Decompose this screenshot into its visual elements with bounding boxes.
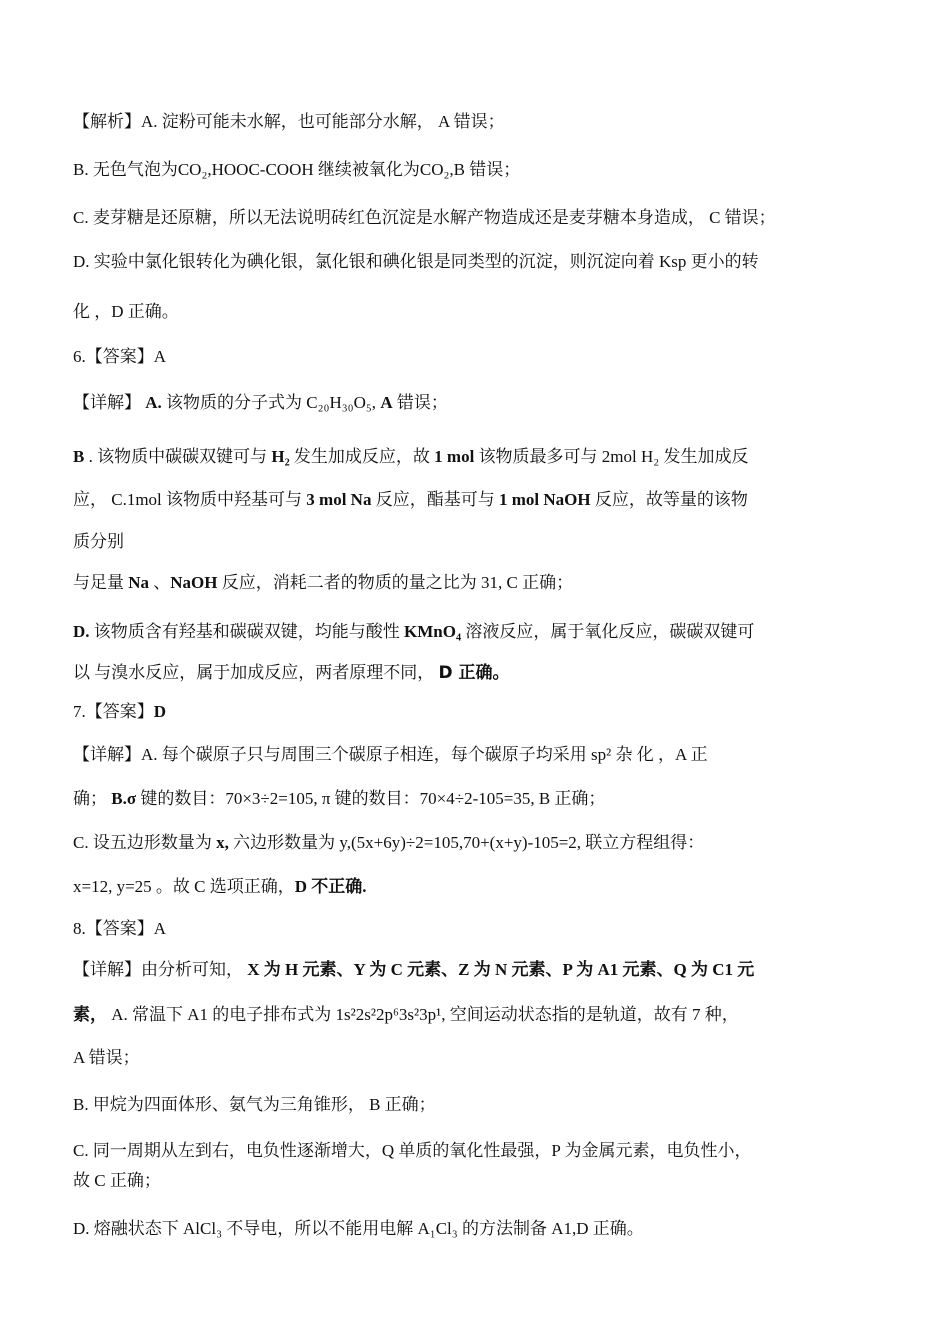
text-run: 反应，故等量的该物 xyxy=(590,490,748,509)
text-line: 化 ，D 正确。 xyxy=(73,302,179,321)
text-line xyxy=(73,445,748,469)
text-run: 与足量 xyxy=(73,573,129,592)
text-run: C. 设五边形数量为 xyxy=(73,833,217,852)
text-run: NaOH xyxy=(170,573,218,592)
text-line xyxy=(73,661,510,685)
text-run: A. xyxy=(145,393,162,412)
text-run: 1 mol NaOH xyxy=(498,490,591,509)
text-run: Na xyxy=(128,573,150,592)
answer-heading xyxy=(73,700,166,724)
answer-heading: 8.【答案】A xyxy=(73,919,167,938)
text-line xyxy=(73,787,605,811)
text-run: 以 与溴水反应，属于加成反应，两者原理不同， xyxy=(73,663,439,682)
text-line: B. 无色气泡为CO₂,HOOC-COOH 继续被氧化为CO₂,B 错误； xyxy=(73,160,521,179)
text-run: 反应，消耗二者的物质的量之比为 31, C 正确； xyxy=(217,573,574,592)
text-run: 素， xyxy=(73,1005,107,1024)
text-run: 该物质最多可与 2mol H₂ 发生加成反 xyxy=(474,447,749,466)
text-run: D 正确。 xyxy=(438,663,510,683)
text-run: 1 mol xyxy=(434,447,475,466)
text-run: 键的数目：70×3÷2=105, π 键的数目：70×4÷2-105=35, B 正确； xyxy=(136,789,606,808)
text-line xyxy=(73,1003,739,1027)
text-run: X 为 H 元素、Y 为 C 元素、Z 为 N 元素、P 为 A1 元素、Q 为 C1 元 xyxy=(247,960,755,979)
text-run: 确； xyxy=(73,789,112,808)
text-run: KMnO₄ xyxy=(404,622,462,641)
text-run: D 不正确. xyxy=(294,877,367,896)
text-line xyxy=(73,488,748,512)
text-line: C. 同一周期从左到右，电负性逐渐增大，Q 单质的氧化性最强，P 为金属元素，电负性小， xyxy=(73,1141,752,1160)
text-run: 【详解】由分析可知， xyxy=(73,960,248,979)
text-line: D. 实验中氯化银转化为碘化银，氯化银和碘化银是同类型的沉淀，则沉淀向着 Ksp 更小的转 xyxy=(73,252,759,271)
text-line: 故 C 正确； xyxy=(73,1171,161,1190)
text-run: D xyxy=(153,702,167,721)
text-line xyxy=(73,958,754,982)
text-line: 质分别 xyxy=(73,532,124,551)
text-run: x, xyxy=(216,833,229,852)
text-line xyxy=(73,571,573,595)
text-run: 、 xyxy=(149,573,171,592)
text-run: 【详解】 xyxy=(73,393,146,412)
text-run: 7.【答案】 xyxy=(73,702,154,721)
text-run: 该物质的分子式为 C₂₀H₃₀O₅, xyxy=(161,393,381,412)
text-line xyxy=(73,875,367,899)
text-line: 【解析】A. 淀粉可能未水解，也可能部分水解， A 错误； xyxy=(73,112,505,131)
text-run: A xyxy=(380,393,393,412)
text-run: 发生加成反应，故 xyxy=(289,447,435,466)
text-line xyxy=(73,391,448,415)
text-run: B xyxy=(73,447,85,466)
text-run: 错误； xyxy=(392,393,448,412)
text-run: 六边形数量为 y,(5x+6y)÷2=105,70+(x+y)-105=2, 联立方程组得： xyxy=(228,833,705,852)
text-line xyxy=(73,831,704,855)
text-line xyxy=(73,620,754,644)
text-line: D. 熔融状态下 AlCl₃ 不导电，所以不能用电解 A₁Cl₃ 的方法制备 A1,D 正确。 xyxy=(73,1219,644,1238)
text-line: B. 甲烷为四面体形、氨气为三角锥形， B 正确； xyxy=(73,1095,436,1114)
answer-heading: 6.【答案】A xyxy=(73,347,167,366)
text-run: D. xyxy=(73,622,90,641)
text-run: 3 mol Na xyxy=(306,490,372,509)
text-run: 溶液反应，属于氧化反应，碳碳双键可 xyxy=(461,622,755,641)
text-run: A. 常温下 A1 的电子排布式为 1s²2s²2p⁶3s²3p¹, 空间运动状态指的是轨道，故有 7 种， xyxy=(107,1005,739,1024)
text-run: B.σ xyxy=(111,789,137,808)
text-run: 该物质含有羟基和碳碳双键，均能与酸性 xyxy=(89,622,405,641)
text-line: A 错误； xyxy=(73,1048,140,1067)
text-run: H₂ xyxy=(271,447,290,466)
text-line: 【详解】A. 每个碳原子只与周围三个碳原子相连，每个碳原子均采用 sp² 杂 化 ，A 正 xyxy=(73,745,708,764)
text-run: x=12, y=25 。故 C 选项正确， xyxy=(73,877,295,896)
text-run: . 该物质中碳碳双键可与 xyxy=(84,447,272,466)
text-run: 反应，酯基可与 xyxy=(371,490,499,509)
text-line: C. 麦芽糖是还原糖，所以无法说明砖红色沉淀是水解产物造成还是麦芽糖本身造成， C 错误； xyxy=(73,208,776,227)
text-run: 应， C.1mol 该物质中羟基可与 xyxy=(73,490,307,509)
